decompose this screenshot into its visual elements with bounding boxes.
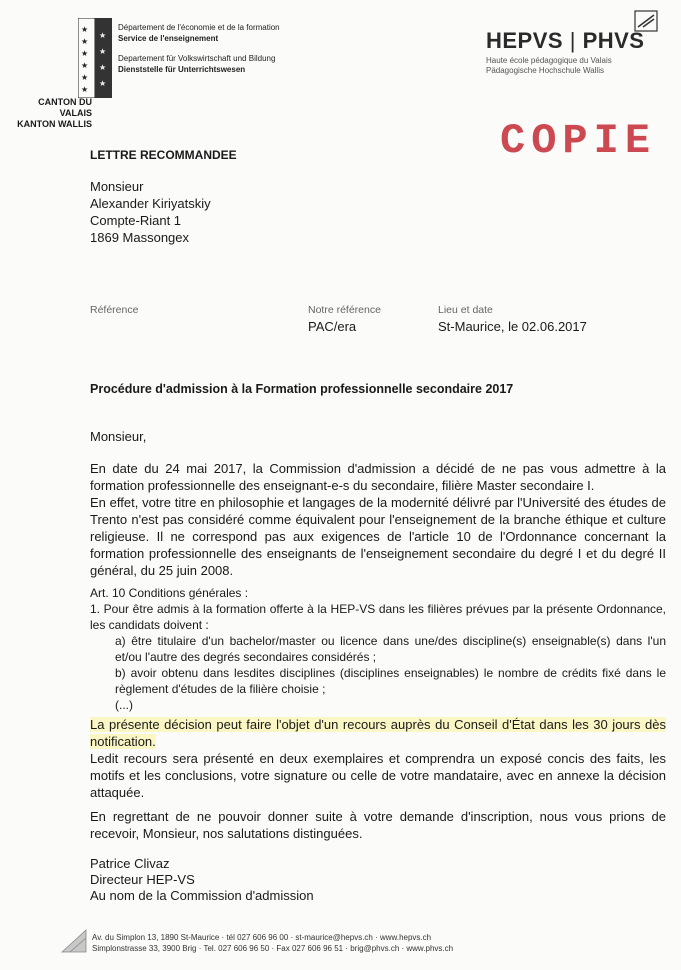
svg-text:★: ★ — [99, 47, 107, 56]
dept-de-2: Dienststelle für Unterrichtswesen — [118, 65, 246, 74]
place-date-value: St-Maurice, le 02.06.2017 — [438, 319, 587, 334]
appeal-notice: La présente décision peut faire l'objet d'un recours auprès du Conseil d'État dans les 30 jours dès notification. — [90, 717, 666, 749]
footer-line-2: Simplonstrasse 33, 3900 Brig · Tel. 027 606 96 50 · Fax 027 606 96 51 · brig@phvs.ch · www.phvs.ch — [92, 944, 454, 953]
svg-text:★: ★ — [81, 85, 89, 94]
hep-subtitle: Haute école pédagogique du Valais Pädagogische Hochschule Wallis — [486, 56, 612, 75]
appeal-details: Ledit recours sera présenté en deux exemplaires et comprendra un exposé concis des faits, les motifs et les conclusions, votre signature ou celle de votre mandataire, avec en annexe la décision attaquée. — [90, 751, 666, 800]
our-reference-label: Notre référence — [308, 304, 381, 316]
svg-text:★: ★ — [99, 31, 107, 40]
body-paragraphs — [90, 460, 666, 579]
article-etc: (...) — [115, 698, 133, 712]
footer-logo-icon — [60, 928, 88, 954]
hep-logo-text: HEPVS | PHVS — [486, 28, 645, 53]
canton-name: CANTON DU VALAIS KANTON WALLIS — [17, 97, 92, 129]
letter-type: LETTRE RECOMMANDEE — [90, 148, 237, 162]
dept-de-1: Departement für Volkswirtschaft und Bildung — [118, 54, 276, 63]
department-block — [118, 22, 280, 75]
paragraph-reason: En effet, votre titre en philosophie et langages de la modernité délivré par l'Université des études de Trento n'est pas considéré comme équivalent pour l'enseignement de la branche éthique et culture religieuse. Il ne correspond pas aux exigences de l'article 10 de l'Ordonnance concernant la formation professionnelle des enseignants de l'enseignement secondaire du degré I et du degré II général, du 25 juin 2008. — [90, 495, 666, 578]
place-date-label: Lieu et date — [438, 304, 493, 316]
footer-contact — [92, 932, 453, 954]
dept-fr-1: Département de l'économie et de la formation — [118, 23, 280, 32]
svg-text:★: ★ — [81, 61, 89, 70]
article-quote — [90, 585, 666, 713]
svg-text:★: ★ — [99, 79, 107, 88]
our-reference-value: PAC/era — [308, 319, 357, 334]
article-point-b: b) avoir obtenu dans lesdites disciplines (disciplines enseignables) le nombre de crédits fixé dans le règlement d'études de la filière choisie ; — [115, 666, 666, 696]
appeal-section — [90, 716, 666, 801]
svg-text:★: ★ — [81, 73, 89, 82]
article-point-a: a) être titulaire d'un bachelor/master ou licence dans une/des discipline(s) enseignable(s) dans l'un et/ou l'autre des degrés secondaires considérés ; — [115, 634, 666, 664]
recipient-address: Monsieur Alexander Kiriyatskiy Compte-Riant 1 1869 Massongex — [90, 179, 211, 245]
svg-text:★: ★ — [81, 37, 89, 46]
closing-paragraph: En regrettant de ne pouvoir donner suite à votre demande d'inscription, nous vous prions de recevoir, Monsieur, nos salutations distinguées. — [90, 809, 666, 841]
copy-stamp: COPIE — [500, 117, 657, 165]
article-head: Art. 10 Conditions générales : — [90, 586, 249, 600]
dept-fr-2: Service de l'enseignement — [118, 34, 219, 43]
svg-text:★: ★ — [99, 63, 107, 72]
article-point-1: 1. Pour être admis à la formation offerte à la HEP-VS dans les filières prévues par la présente Ordonnance, les candidats doivent : — [90, 602, 666, 632]
salutation: Monsieur, — [90, 429, 147, 444]
signature-block: Patrice Clivaz Directeur HEP-VS Au nom de la Commission d'admission — [90, 856, 314, 903]
svg-text:★: ★ — [81, 25, 89, 34]
canton-crest-icon — [78, 18, 112, 98]
letter-subject: Procédure d'admission à la Formation professionnelle secondaire 2017 — [90, 382, 514, 396]
svg-text:★: ★ — [81, 49, 89, 58]
paragraph-decision: En date du 24 mai 2017, la Commission d'admission a décidé de ne pas vous admettre à la formation professionnelle des enseignant-e-s du secondaire, filière Master secondaire I. — [90, 461, 666, 493]
reference-label: Référence — [90, 304, 139, 316]
footer-line-1: Av. du Simplon 13, 1890 St-Maurice · tél 027 606 96 00 · st-maurice@hepvs.ch · www.hepvs.ch — [92, 933, 432, 942]
